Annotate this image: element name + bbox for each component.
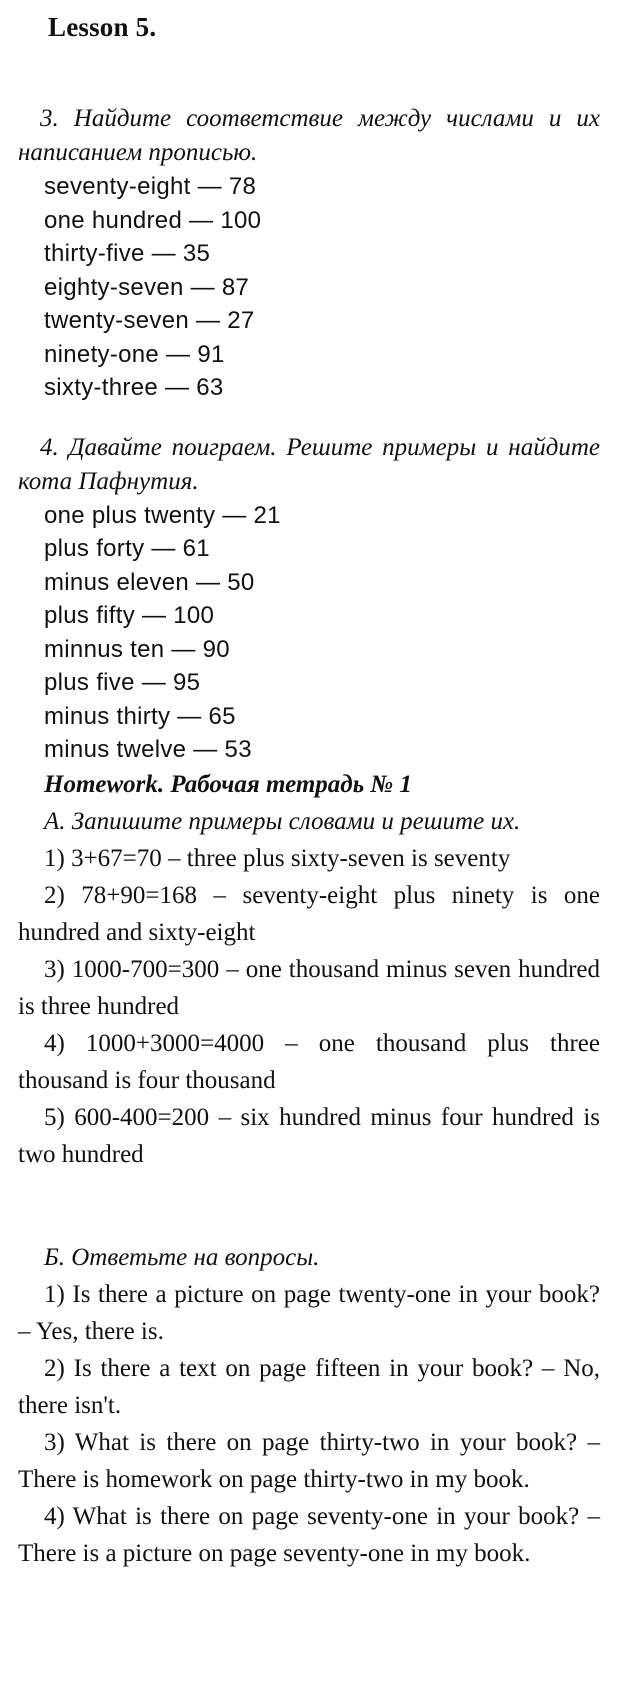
task3-list [18,170,616,405]
section-b-item: 2) Is there a text on page fifteen in your book? – No, there isn't. [18,1354,600,1419]
list-item: twenty-seven — 27 [44,307,255,334]
task3-instruction-text: 3. Найдите соответствие между числами и их написанием прописью. [18,105,600,166]
list-item: ninety-one — 91 [44,340,225,368]
section-a-heading: А. Запишите примеры словами и решите их. [44,807,521,835]
section-b-heading: Б. Ответьте на вопросы. [44,1243,320,1271]
list-item: minus twelve — 53 [44,736,252,763]
task3-instruction [18,102,616,170]
list-item: minus eleven — 50 [44,568,255,596]
section-b-item: 4) What is there on page seventy-one in your book? – There is a picture on page seventy-one in my book. [18,1502,600,1567]
list-item: minnus ten — 90 [44,635,230,663]
list-item: plus fifty — 100 [44,602,215,629]
section-a-item: 3) 1000-700=300 – one thousand minus seven hundred is three hundred [18,955,600,1020]
homework-title: Homework. Рабочая тетрадь № 1 [44,770,412,798]
list-item: eighty-seven — 87 [44,273,250,301]
list-item: seventy-eight — 78 [44,173,257,200]
task4-instruction-text: 4. Давайте поиграем. Решите примеры и найдите кота Пафнутия. [18,433,600,495]
task4-list [18,499,616,767]
list-item: one plus twenty — 21 [44,501,281,529]
list-item: plus forty — 61 [44,535,210,562]
spacer [18,405,616,431]
list-item: thirty-five — 35 [44,240,211,267]
list-item: minus thirty — 65 [44,702,236,730]
spacer [18,1173,616,1239]
section-b-item: 1) Is there a picture on page twenty-one in your book? – Yes, there is. [18,1280,600,1345]
list-item: one hundred — 100 [44,206,262,234]
list-item: plus five — 95 [44,669,201,696]
section-a-item: 5) 600-400=200 – six hundred minus four hundred is two hundred [18,1103,600,1168]
section-a-item: 1) 3+67=70 – three plus sixty-seven is seventy [44,844,511,872]
task4-instruction [18,431,616,499]
lesson-title: Lesson 5. [48,12,157,42]
list-item: sixty-three — 63 [44,374,224,401]
section-b-item: 3) What is there on page thirty-two in your book? – There is homework on page thirty-two in my book. [18,1428,600,1493]
section-a-item: 2) 78+90=168 – seventy-eight plus ninety is one hundred and sixty-eight [18,881,600,946]
section-a-item: 4) 1000+3000=4000 – one thousand plus three thousand is four thousand [18,1029,600,1094]
spacer [18,44,616,102]
